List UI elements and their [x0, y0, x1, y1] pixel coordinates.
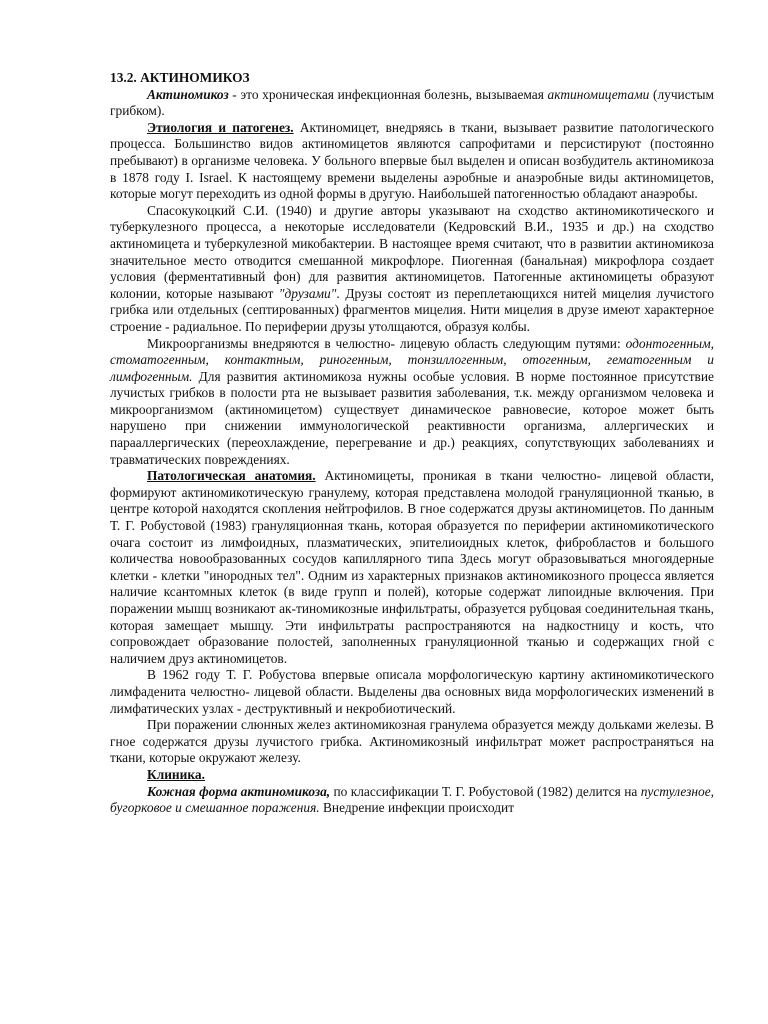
- p3-text-2: . Друзы состоят из переплетающихся нитей мицелия лучистого грибка или отдельных (септированных) фрагментов мицелия. Нити мицелия в друзе имеют характерное строение - радиальное. По периферии друзы утолщаются, образуя колбы.: [110, 285, 714, 334]
- skin-title: Кожная форма актиномикоза,: [147, 783, 331, 799]
- skin-form-paragraph: [110, 784, 714, 817]
- p4-text-2: Для развития актиномикоза нужны особые условия. В норме постоянное присутствие лучистых грибков в полости рта не вызывает развития заболевания, т.к. между организмом человека и микроорганизмом (актиномицетом) существует динамическое равновесие, которое может быть нарушено при снижении иммунологической реактивности организма, аллергических и парааллергических (переохлаждение, перегревание и др.) реакциях, сопутствующих заболеваниях и травматических повреждениях.: [110, 368, 714, 467]
- pathology-text: Актиномицеты, проникая в ткани челюстно- лицевой области, формируют актиномикотическую гранулему, которая представлена молодой грануляционной тканью, в центре которой находятся скопления нейтрофилов. В гное содержатся друзы актиномицетов. По данным Т. Г. Робустовой (1983) грануляционная ткань, которая образуется по периферии актиномикотического очага состоит из лимфоидных, плазматических, эпителиоидных клеток, фибробластов и большого количества новообразованных сосудов капиллярного типа Здесь могут образовываться многоядерные клетки - клетки "инородных тел". Одним из характерных признаков актиномикозного процесса является наличие ксантомных клеток (в виде групп и полей), которые содержат липоидные включения. При поражении мышц возникают ак-тиномикозные инфильтраты, образуется рубцовая соединительная ткань, которая замещает мышцу. Эти инфильтраты распространяются на надкостницу и кость, что сопровождает образование полостей, заполненных грануляционной тканью и содержащих гной с наличием друз актиномицетов.: [110, 468, 714, 666]
- skin-text-2: Внедрение инфекции происходит: [319, 800, 515, 816]
- clinic-title: Клиника.: [147, 766, 205, 782]
- paragraph-spasokukotsky: [110, 203, 714, 336]
- p4-routes: одонтогенным, стоматогенным, контактным, риногенным, тонзиллогенным, отогенным, гематогенным и лимфогенным.: [110, 335, 714, 384]
- etiology-paragraph: [110, 120, 714, 203]
- intro-paragraph: [110, 87, 714, 120]
- skin-text-1: по классификации Т. Г. Робустовой (1982) делится на: [330, 783, 641, 799]
- paragraph-salivary-glands: При поражении слюнных желез актиномикозная гранулема образуется между дольками железы. В гное содержатся друзы лучистого грибка. Актиномикозный инфильтрат может распространяться на ткани, которые окружают железу.: [110, 717, 714, 766]
- etiology-text: Актиномицет, внедряясь в ткани, вызывает развитие патологического процесса. Большинство видов актиномицетов являются сапрофитами и персистируют (постоянно пребывают) в организме человека. У больного впервые был выделен и описан возбудитель актиномикоза в 1878 году I. Israel. К настоящему времени выделены аэробные и анаэробные виды актиномицетов, которые могут переходить из одной формы в другую. Наибольшей патогенностью обладают анаэробы.: [110, 119, 714, 202]
- skin-forms: пустулезное, бугорковое и смешанное поражения.: [110, 783, 714, 816]
- intro-term: Актиномикоз: [147, 86, 229, 102]
- intro-text-2: (лучистым грибком).: [110, 86, 714, 119]
- p3-text-1: Спасокукоцкий С.И. (1940) и другие авторы указывают на сходство актиномикотического и туберкулезного процесса, а некоторые исследователи (Кедровский В.И., 1935 и др.) на сходство актиномицета и туберкулезной микобактерии. В настоящее время считают, что в развитии актиномикоза значительное место отводится смешанной микрофлоре. Пиогенная (банальная) микрофлора создает условия (ферментативный фон) для развития актиномицетов. Патогенные актиномицеты образуют колонии, которые называют: [110, 202, 714, 301]
- paragraph-robustova-1962: В 1962 году Т. Г. Робустова впервые описала морфологическую картину актиномикотического лимфаденита челюстно- лицевой области. Выделены два основных вида морфологических изменений в лимфатических узлах - деструктивный и некробиотический.: [110, 667, 714, 716]
- p3-druzy: "друзами": [278, 285, 337, 301]
- pathology-title: Патологическая анатомия.: [147, 468, 316, 484]
- intro-text-1: - это хроническая инфекционная болезнь, вызываемая: [228, 86, 548, 102]
- paragraph-routes: [110, 336, 714, 469]
- intro-agent: актиномицетами: [547, 86, 650, 102]
- p4-text-1: Микроорганизмы внедряются в челюстно- лицевую область следующим путями:: [147, 335, 626, 351]
- etiology-title: Этиология и патогенез.: [147, 119, 294, 135]
- clinic-heading-paragraph: [110, 767, 714, 784]
- pathology-paragraph: [110, 468, 714, 667]
- section-heading: 13.2. АКТИНОМИКОЗ: [110, 70, 250, 85]
